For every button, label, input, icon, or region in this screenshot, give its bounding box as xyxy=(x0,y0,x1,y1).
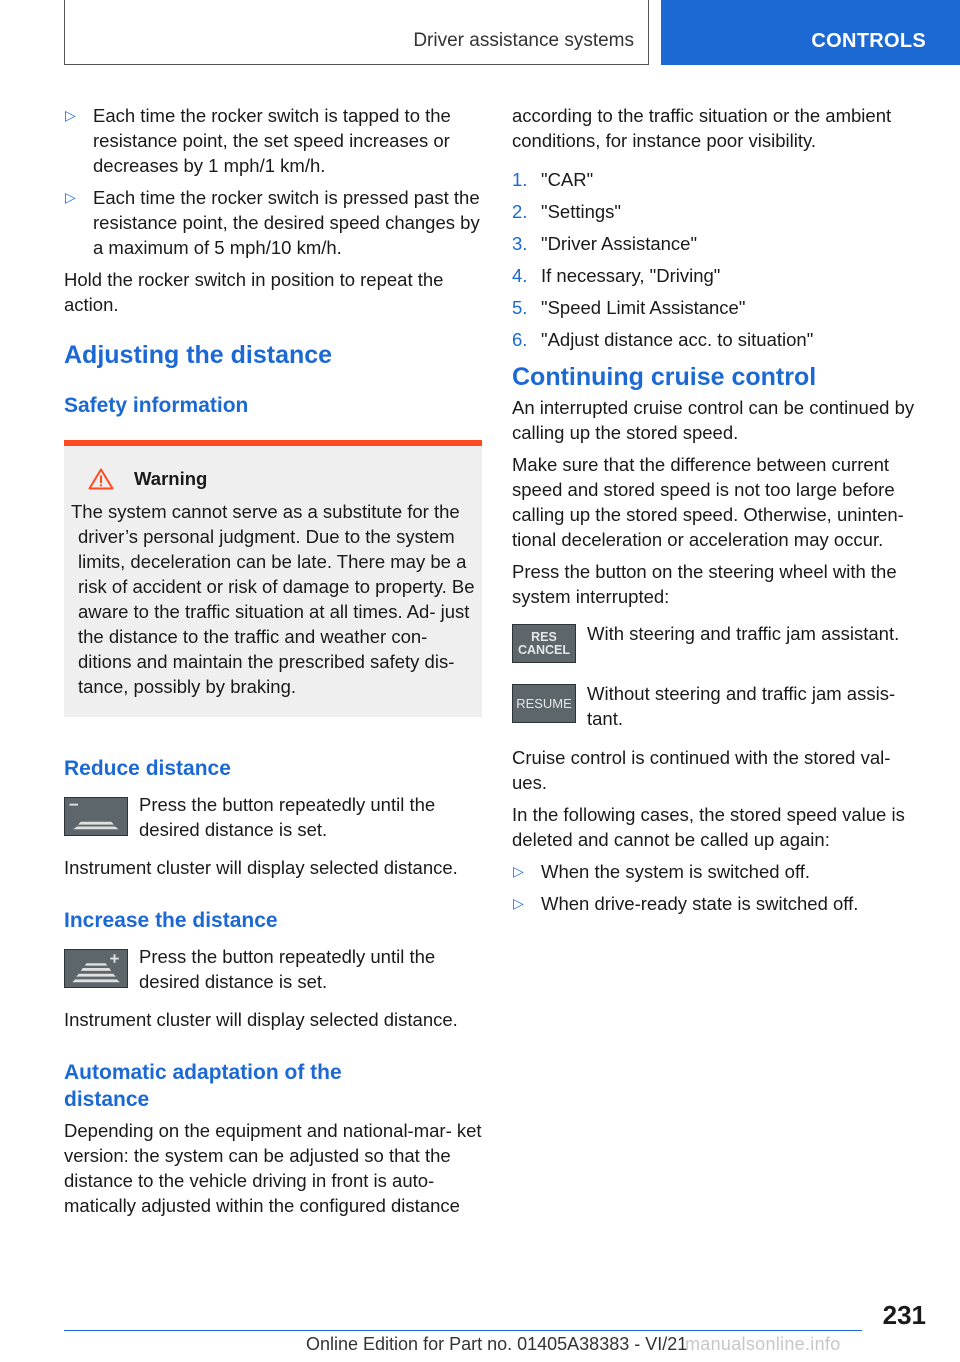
warning-body: The system cannot serve as a substitute for the driver’s personal judgment. Due to the system limits, deceleration can be late. There may be a risk of accident or risk of damage to property. Be aware to the traffic situation at all times. Ad- just the distance to the traffic and weather con- ditions and maintain the prescribed safety dis- tance, possibly by braking. xyxy=(71,501,475,697)
list-item: 3. "Driver Assistance" xyxy=(512,233,698,254)
triangle-bullet-icon: ▷ xyxy=(65,107,76,123)
res-cancel-row xyxy=(512,621,922,663)
increase-distance-row xyxy=(64,944,482,994)
footer-edition: Online Edition for Part no. 01405A38383 - VI/21 xyxy=(306,1334,688,1354)
res-cancel-text: With steering and traffic jam assistant. xyxy=(587,623,900,644)
heading-adjusting-distance: Adjusting the distance xyxy=(64,341,333,369)
list-item: 1. "CAR" xyxy=(512,169,594,190)
resume-button-icon: RESUME xyxy=(512,684,576,723)
heading-increase-distance: Increase the distance xyxy=(64,909,278,932)
continued-text: according to the traffic situation or the ambient conditions, for instance poor visibility. xyxy=(512,105,892,151)
increase-after-text: Instrument cluster will display selected distance. xyxy=(64,1009,458,1030)
page-number: 231 xyxy=(882,1300,926,1330)
triangle-bullet-icon: ▷ xyxy=(65,189,76,205)
hold-text: Hold the rocker switch in position to repeat the action. xyxy=(64,269,444,315)
triangle-bullet-icon: ▷ xyxy=(513,863,524,879)
list-item: 5. "Speed Limit Assistance" xyxy=(512,297,746,318)
list-item: 2. "Settings" xyxy=(512,201,621,222)
increase-distance-text: Press the button repeatedly until the desired distance is set. xyxy=(139,946,436,992)
reduce-distance-text: Press the button repeatedly until the desired distance is set. xyxy=(139,794,436,840)
warning-title: Warning xyxy=(134,468,208,489)
continuing-text-1: An interrupted cruise control can be continued by calling up the stored speed. xyxy=(512,397,915,443)
increase-distance-icon xyxy=(64,949,128,988)
resume-row xyxy=(512,681,922,731)
reduce-distance-icon xyxy=(64,797,128,836)
settings-steps xyxy=(512,167,922,352)
resume-text: Without steering and traffic jam assis- tant. xyxy=(587,683,896,729)
header-chapter-box xyxy=(661,0,960,65)
continuing-text-3: Press the button on the steering wheel with the system interrupted: xyxy=(512,561,897,607)
header-chapter-title: CONTROLS xyxy=(811,30,926,52)
automatic-text: Depending on the equipment and national-mar- ket version: the system can be adjusted so that the distance to the vehicle driving in front is auto- matically adjusted within the configured distance xyxy=(64,1120,482,1216)
heading-continuing-cruise-control: Continuing cruise control xyxy=(512,363,817,391)
deleted-cases-bullets xyxy=(512,859,922,916)
res-cancel-button-icon: RES CANCEL xyxy=(512,624,576,663)
list-item: ▷ Each time the rocker switch is pressed past the resistance point, the desired speed changes by a maximum of 5 mph/10 km/h. xyxy=(65,187,480,258)
continuing-text-2: Make sure that the difference between current speed and stored speed is not too large before calling up the stored speed. Otherwise, uninten- tional deceleration or acceleration may occur. xyxy=(512,454,904,550)
list-item: ▷ When drive-ready state is switched off. xyxy=(513,893,859,914)
heading-safety-information: Safety information xyxy=(64,394,249,417)
continuing-text-4: Cruise control is continued with the stored val- ues. xyxy=(512,747,891,793)
right-column xyxy=(512,103,922,923)
header-section-title: Driver assistance systems xyxy=(413,30,634,51)
footer-watermark: manualsonline.info xyxy=(685,1334,841,1354)
heading-reduce-distance: Reduce distance xyxy=(64,757,231,780)
warning-header xyxy=(88,466,475,491)
footer-divider xyxy=(64,1330,862,1331)
list-item: ▷ When the system is switched off. xyxy=(513,861,811,882)
warning-triangle-icon xyxy=(88,468,114,490)
continuing-text-5: In the following cases, the stored speed value is deleted and cannot be called up again: xyxy=(512,804,905,850)
warning-box xyxy=(64,440,482,717)
left-column xyxy=(64,103,482,1225)
reduce-distance-row xyxy=(64,792,482,842)
list-item: 6. "Adjust distance acc. to situation" xyxy=(512,329,814,350)
list-item: ▷ Each time the rocker switch is tapped to the resistance point, the set speed increases or decreases by 1 mph/1 km/h. xyxy=(65,105,451,176)
triangle-bullet-icon: ▷ xyxy=(513,895,524,911)
speed-bullets xyxy=(64,103,482,260)
header-section-box xyxy=(64,0,649,65)
reduce-after-text: Instrument cluster will display selected distance. xyxy=(64,857,458,878)
heading-automatic-adaptation: Automatic adaptation of the distance xyxy=(64,1061,342,1111)
list-item: 4. If necessary, "Driving" xyxy=(512,265,721,286)
